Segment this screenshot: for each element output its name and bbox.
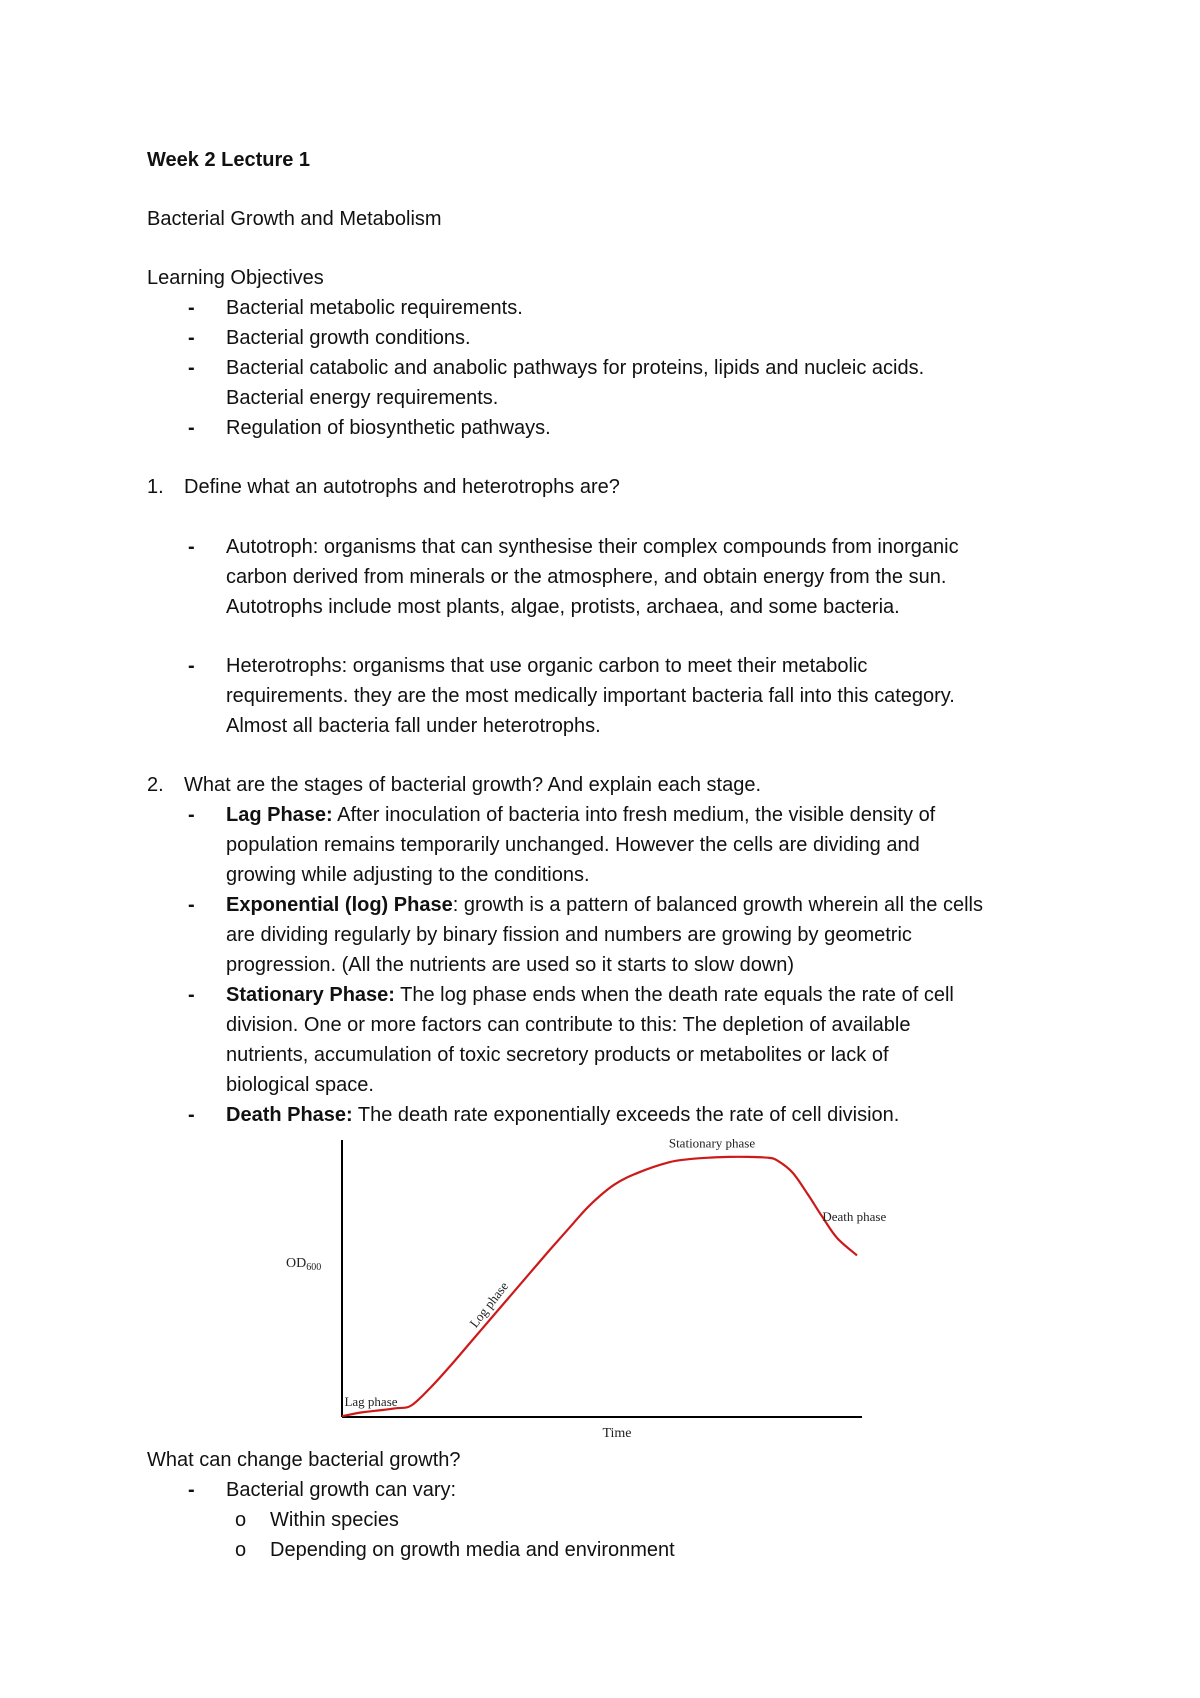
- y-axis-label: [286, 1256, 321, 1273]
- stationary-phase-line: biological space.: [226, 1074, 374, 1096]
- bullet-dash: -: [188, 297, 195, 319]
- bullet-dash: -: [188, 804, 195, 826]
- lag-phase-line: growing while adjusting to the conditions.: [226, 864, 590, 886]
- objectives-title: Learning Objectives: [147, 267, 324, 289]
- stationary-phase-line: nutrients, accumulation of toxic secretory products or metabolites or lack of: [226, 1044, 889, 1066]
- stationary-phase-line: division. One or more factors can contribute to this: The depletion of available: [226, 1014, 911, 1036]
- objective-item: Regulation of biosynthetic pathways.: [226, 417, 551, 439]
- phase-label: Stationary phase: [668, 1135, 756, 1151]
- heterotroph-line: requirements. they are the most medically important bacteria fall into this category.: [226, 685, 955, 707]
- y-axis-label-main: OD: [286, 1256, 307, 1271]
- phase-label: Lag phase: [344, 1394, 398, 1410]
- question-1: Define what an autotrophs and heterotrophs are?: [184, 476, 620, 498]
- lag-phase-label: Lag Phase:: [226, 804, 333, 826]
- closing-question: What can change bacterial growth?: [147, 1449, 461, 1471]
- bullet-dash: -: [188, 327, 195, 349]
- exponential-phase-text: : growth is a pattern of balanced growth wherein all the cells: [452, 894, 983, 916]
- exponential-phase-line: progression. (All the nutrients are used so it starts to slow down): [226, 954, 795, 976]
- bullet-dash: -: [188, 536, 195, 558]
- closing-subitem: Depending on growth media and environment: [270, 1539, 675, 1561]
- bullet-dash: -: [188, 417, 195, 439]
- death-phase-line: [226, 1100, 899, 1130]
- objective-item: Bacterial energy requirements.: [226, 387, 499, 409]
- circle-bullet-icon: o: [235, 1539, 247, 1561]
- phase-label: Death phase: [822, 1208, 887, 1224]
- objective-item: Bacterial catabolic and anabolic pathways for proteins, lipids and nucleic acids.: [226, 357, 925, 379]
- closing-subitem: Within species: [270, 1509, 399, 1531]
- bullet-dash: -: [188, 1104, 195, 1126]
- exponential-phase-line: are dividing regularly by binary fission and numbers are growing by geometric: [226, 924, 912, 946]
- bullet-dash: -: [188, 655, 195, 677]
- bullet-dash: -: [188, 357, 195, 379]
- closing-item: Bacterial growth can vary:: [226, 1479, 457, 1501]
- stationary-phase-label: Stationary Phase:: [226, 984, 395, 1006]
- x-axis-label: Time: [602, 1426, 632, 1441]
- stationary-phase-line: [226, 980, 954, 1010]
- question-number: 1.: [147, 476, 164, 498]
- question-2: What are the stages of bacterial growth? And explain each stage.: [184, 774, 762, 796]
- circle-bullet-icon: o: [235, 1509, 247, 1531]
- lag-phase-text: After inoculation of bacteria into fresh medium, the visible density of: [332, 804, 936, 826]
- lag-phase-line: population remains temporarily unchanged. However the cells are dividing and: [226, 834, 920, 856]
- heterotroph-line: Heterotrophs: organisms that use organic carbon to meet their metabolic: [226, 655, 868, 677]
- autotroph-line: Autotrophs include most plants, algae, protists, archaea, and some bacteria.: [226, 596, 900, 618]
- heterotroph-line: Almost all bacteria fall under heterotrophs.: [226, 715, 601, 737]
- exponential-phase-label: Exponential (log) Phase: [226, 894, 453, 916]
- question-number: 2.: [147, 774, 164, 796]
- lag-phase-line: [226, 800, 935, 830]
- phase-label: Log phase: [466, 1278, 512, 1331]
- page-heading: Week 2 Lecture 1: [147, 149, 311, 171]
- autotroph-line: Autotroph: organisms that can synthesise their complex compounds from inorganic: [226, 536, 959, 558]
- exponential-phase-line: [226, 890, 983, 920]
- death-phase-label: Death Phase:: [226, 1104, 353, 1126]
- stationary-phase-text: The log phase ends when the death rate equals the rate of cell: [394, 984, 954, 1006]
- death-phase-text: The death rate exponentially exceeds the rate of cell division.: [352, 1104, 900, 1126]
- autotroph-line: carbon derived from minerals or the atmosphere, and obtain energy from the sun.: [226, 566, 947, 588]
- y-axis-label-subscript: 600: [306, 1262, 322, 1273]
- objective-item: Bacterial metabolic requirements.: [226, 297, 523, 319]
- growth-curve-line: [342, 1157, 857, 1416]
- topic-title: Bacterial Growth and Metabolism: [147, 208, 442, 230]
- bullet-dash: -: [188, 1479, 195, 1501]
- objective-item: Bacterial growth conditions.: [226, 327, 471, 349]
- bullet-dash: -: [188, 894, 195, 916]
- bullet-dash: -: [188, 984, 195, 1006]
